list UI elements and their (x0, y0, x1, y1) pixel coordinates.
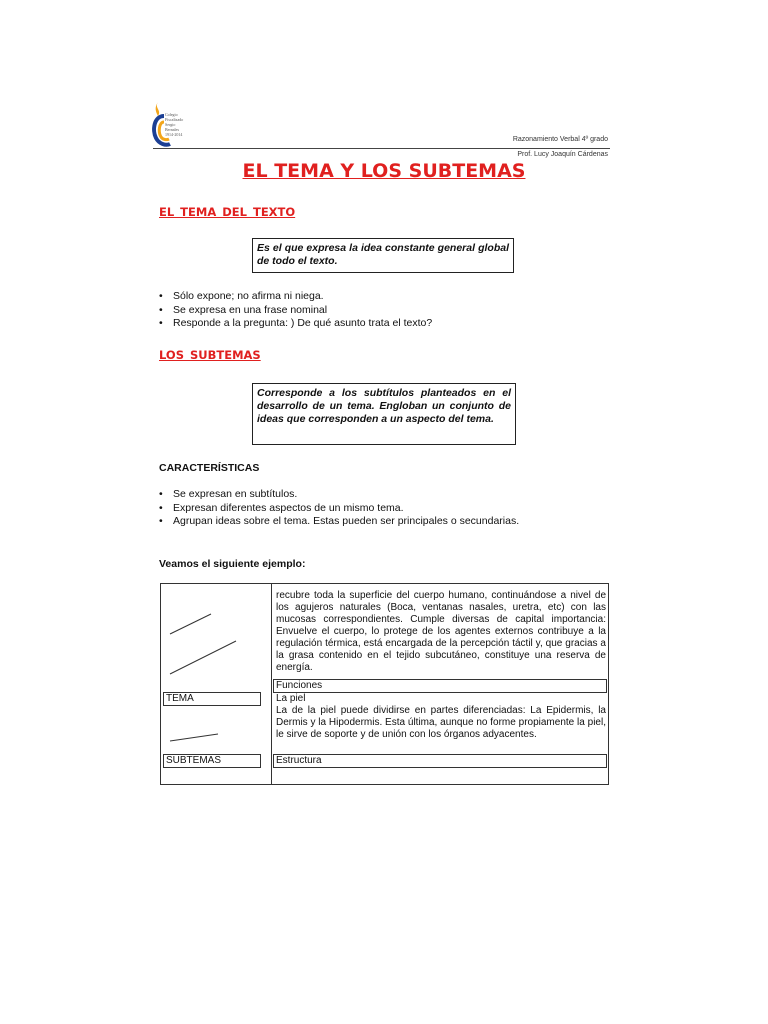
section-heading-tema: EL TEMA DEL TEXTO (159, 205, 296, 219)
tema-bullet-list (159, 290, 432, 331)
header-rule (153, 148, 610, 149)
logo-text: Colegio Fiscalizado Sergio Bernales 1914-2014 (165, 112, 184, 137)
course-label: Razonamiento Verbal 4º grado (512, 136, 608, 143)
list-item: • Se expresan en subtítulos. (159, 488, 519, 502)
connector-line (170, 614, 211, 634)
characteristics-heading: CARACTERÍSTICAS (159, 462, 260, 474)
list-item: • Se expresa en una frase nominal (159, 304, 432, 318)
tema-definition-box: Es el que expresa la idea constante general global de todo el texto. (252, 238, 514, 273)
tema-label: TEMA (163, 692, 261, 706)
teacher-label: Prof. Lucy Joaquín Cárdenas (517, 151, 608, 158)
example-figure (160, 583, 609, 785)
connector-line (170, 641, 236, 674)
example-paragraph-2: La de la piel puede dividirse en partes diferenciadas: La Epidermis, la Dermis y la Hipodermis. Esta última, aunque no forme propiamente la piel, le sirve de soporte y de unión con los órganos adyacentes. (276, 705, 606, 740)
list-item: • Sólo expone; no afirma ni niega. (159, 290, 432, 304)
la-piel-text: La piel (276, 693, 306, 704)
characteristics-bullet-list (159, 488, 519, 529)
subtemas-definition-box: Corresponde a los subtítulos planteados en el desarrollo de un tema. Engloban un conjunto de ideas que corresponden a un aspecto del tema. (252, 383, 516, 445)
page-title: EL TEMA Y LOS SUBTEMAS (242, 160, 526, 182)
list-item: • Agrupan ideas sobre el tema. Estas pueden ser principales o secundarias. (159, 515, 519, 529)
funciones-box: Funciones (273, 679, 607, 693)
list-item: • Expresan diferentes aspectos de un mismo tema. (159, 502, 519, 516)
example-divider (271, 584, 272, 784)
example-heading: Veamos el siguiente ejemplo: (159, 558, 306, 570)
section-heading-subtemas: LOS SUBTEMAS (159, 348, 261, 362)
subtemas-label: SUBTEMAS (163, 754, 261, 768)
connector-line (170, 734, 218, 741)
estructura-box: Estructura (273, 754, 607, 768)
list-item: • Responde a la pregunta: ) De qué asunto trata el texto? (159, 317, 432, 331)
example-paragraph-1: recubre toda la superficie del cuerpo humano, continuándose a nivel de los agujeros naturales (Boca, ventanas nasales, uretra, etc) con las mucosas correspondientes. Cumple diversas de capital importancia: Envuelve el cuerpo, lo protege de los agentes externos contribuye a la regulación térmica, está encargada de la percepción táctil y, que gracias a la grasa contenido en el tejido subcutáneo, constituye una reserva de energía. (276, 590, 606, 673)
